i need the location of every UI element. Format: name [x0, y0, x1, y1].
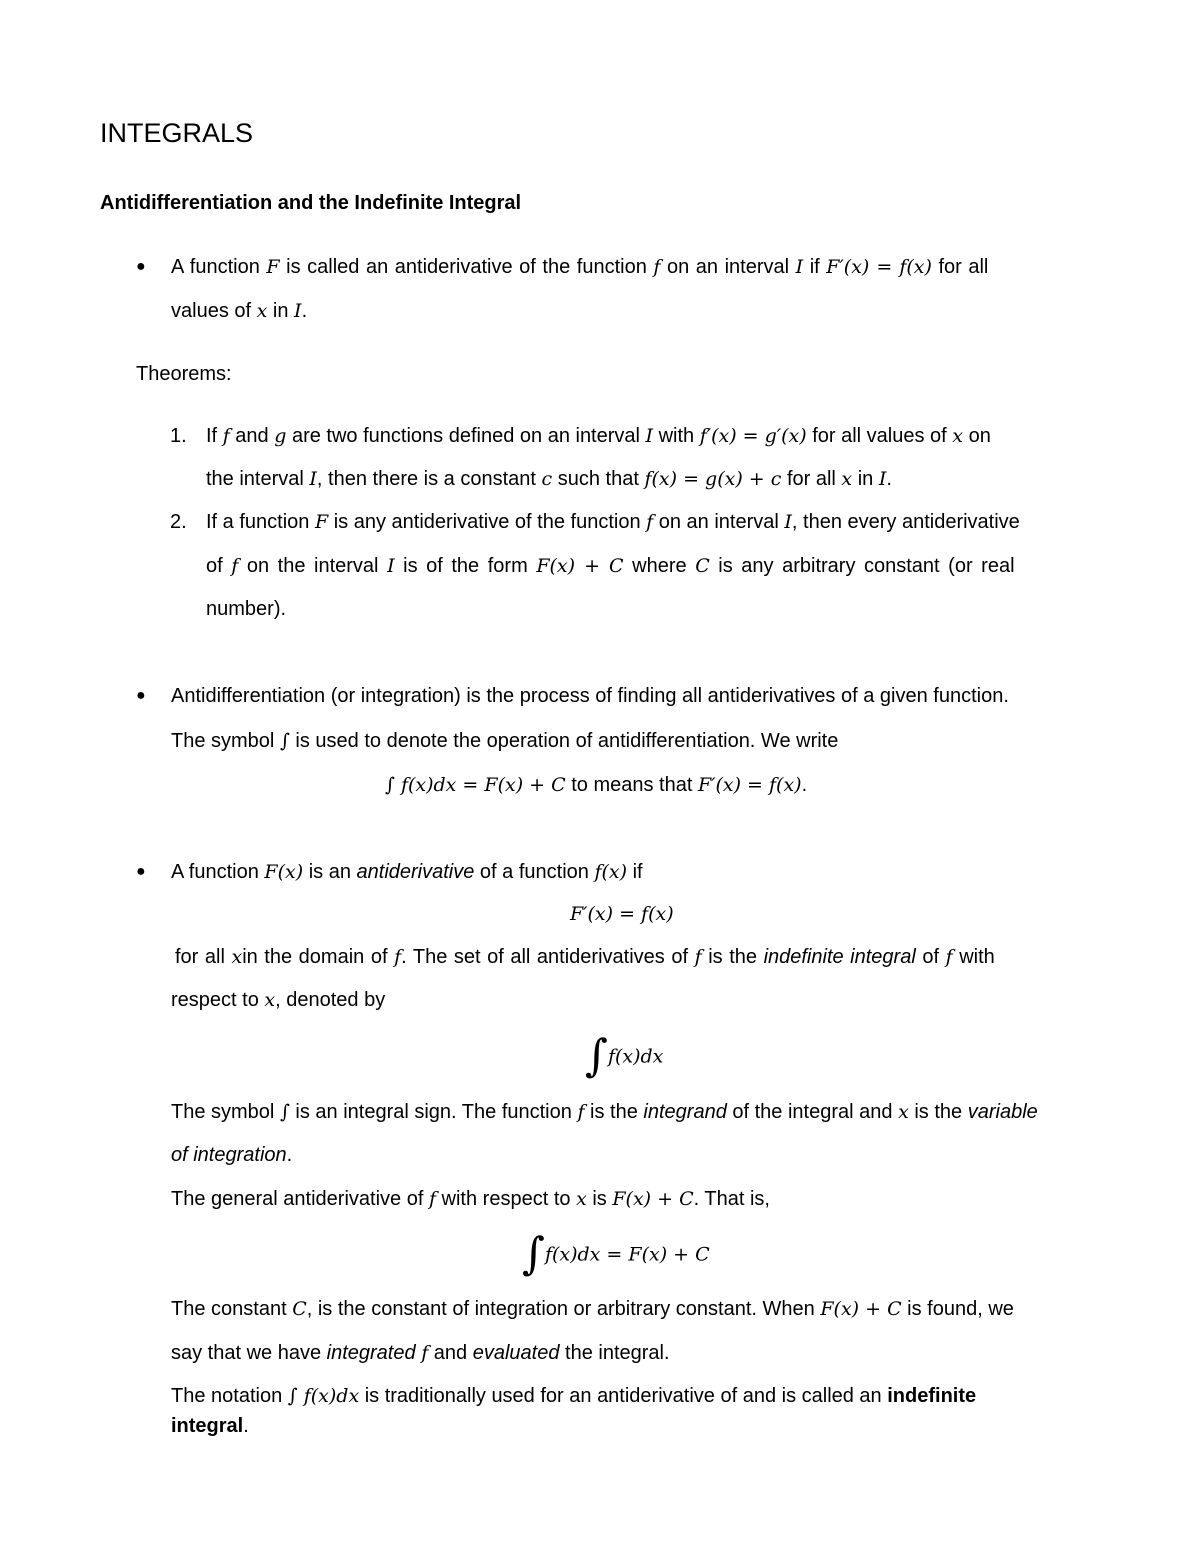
theorem-1-line-1: If f and g are two functions defined on an interval I with f′(x) = g′(x) for all values of x on	[206, 425, 991, 447]
bullet-2-centered-equation: ∫ f(x)dx = F(x) + C to means that F′(x) = f(x).	[385, 774, 808, 796]
integral-sign-icon: ∫	[585, 1030, 608, 1082]
theorem-2-line-2: of f on the interval I is of the form F(x) + C where C is any arbitrary constant (or real	[206, 555, 1015, 577]
section-heading: Antidifferentiation and the Indefinite Integral	[100, 192, 522, 214]
bullet-3-line-5: The symbol ∫ is an integral sign. The function f is the integrand of the integral and x is the variable	[171, 1101, 1038, 1123]
theorem-1-line-2: the interval I, then there is a constant c such that f(x) = g(x) + c for all x in I.	[206, 468, 892, 490]
theorems-label: Theorems:	[136, 363, 232, 385]
bullet-3-line-11: integral.	[171, 1415, 249, 1437]
bullet-2-marker: ●	[136, 687, 146, 704]
bullet-3-line-3: for all xin the domain of f. The set of all antiderivatives of f is the indefinite integral of f with	[175, 946, 995, 968]
doc-title: INTEGRALS	[100, 118, 254, 148]
bullet-2-line-2: The symbol ∫ is used to denote the operation of antidifferentiation. We write	[171, 730, 839, 752]
bullet-3-marker: ●	[136, 863, 146, 880]
display-integral-2: ∫f(x)dx = F(x) + C	[522, 1228, 710, 1280]
bullet-3-line-9: say that we have integrated f and evaluated the integral.	[171, 1342, 670, 1364]
bullet-3-line-10: The notation ∫ f(x)dx is traditionally used for an antiderivative of and is called an indefinite	[171, 1385, 977, 1407]
bullet-3-line-8: The constant C, is the constant of integration or arbitrary constant. When F(x) + C is found, we	[171, 1298, 1014, 1320]
theorem-2-number: 2.	[170, 511, 187, 533]
theorem-2-line-3: number).	[206, 598, 287, 620]
bullet-1-marker: ●	[136, 258, 146, 275]
bullet-2-line-1: Antidifferentiation (or integration) is the process of finding all antiderivatives of a given function.	[171, 685, 1009, 707]
bullet-3-line-4: respect to x, denoted by	[171, 989, 386, 1011]
integral-symbol-icon: ∫	[279, 730, 290, 752]
bullet-1-line-2: values of x in I.	[171, 300, 308, 322]
bullet-3-line-6: of integration.	[171, 1144, 293, 1166]
theorem-2-line-1: If a function F is any antiderivative of the function f on an interval I, then every antiderivative	[206, 511, 1020, 533]
display-integral-1: ∫f(x)dx	[585, 1030, 664, 1082]
integral-sign-icon: ∫	[522, 1228, 545, 1280]
bullet-3-center-equation: F′(x) = f(x)	[570, 903, 674, 925]
theorem-1-number: 1.	[170, 425, 187, 447]
bullet-1-line-1: A function F is called an antiderivative of the function f on an interval I if F′(x) = f(x) for all	[171, 256, 989, 278]
bullet-3-line-1: A function F(x) is an antiderivative of a function f(x) if	[171, 861, 643, 883]
bullet-3-line-7: The general antiderivative of f with respect to x is F(x) + C. That is,	[171, 1188, 770, 1210]
